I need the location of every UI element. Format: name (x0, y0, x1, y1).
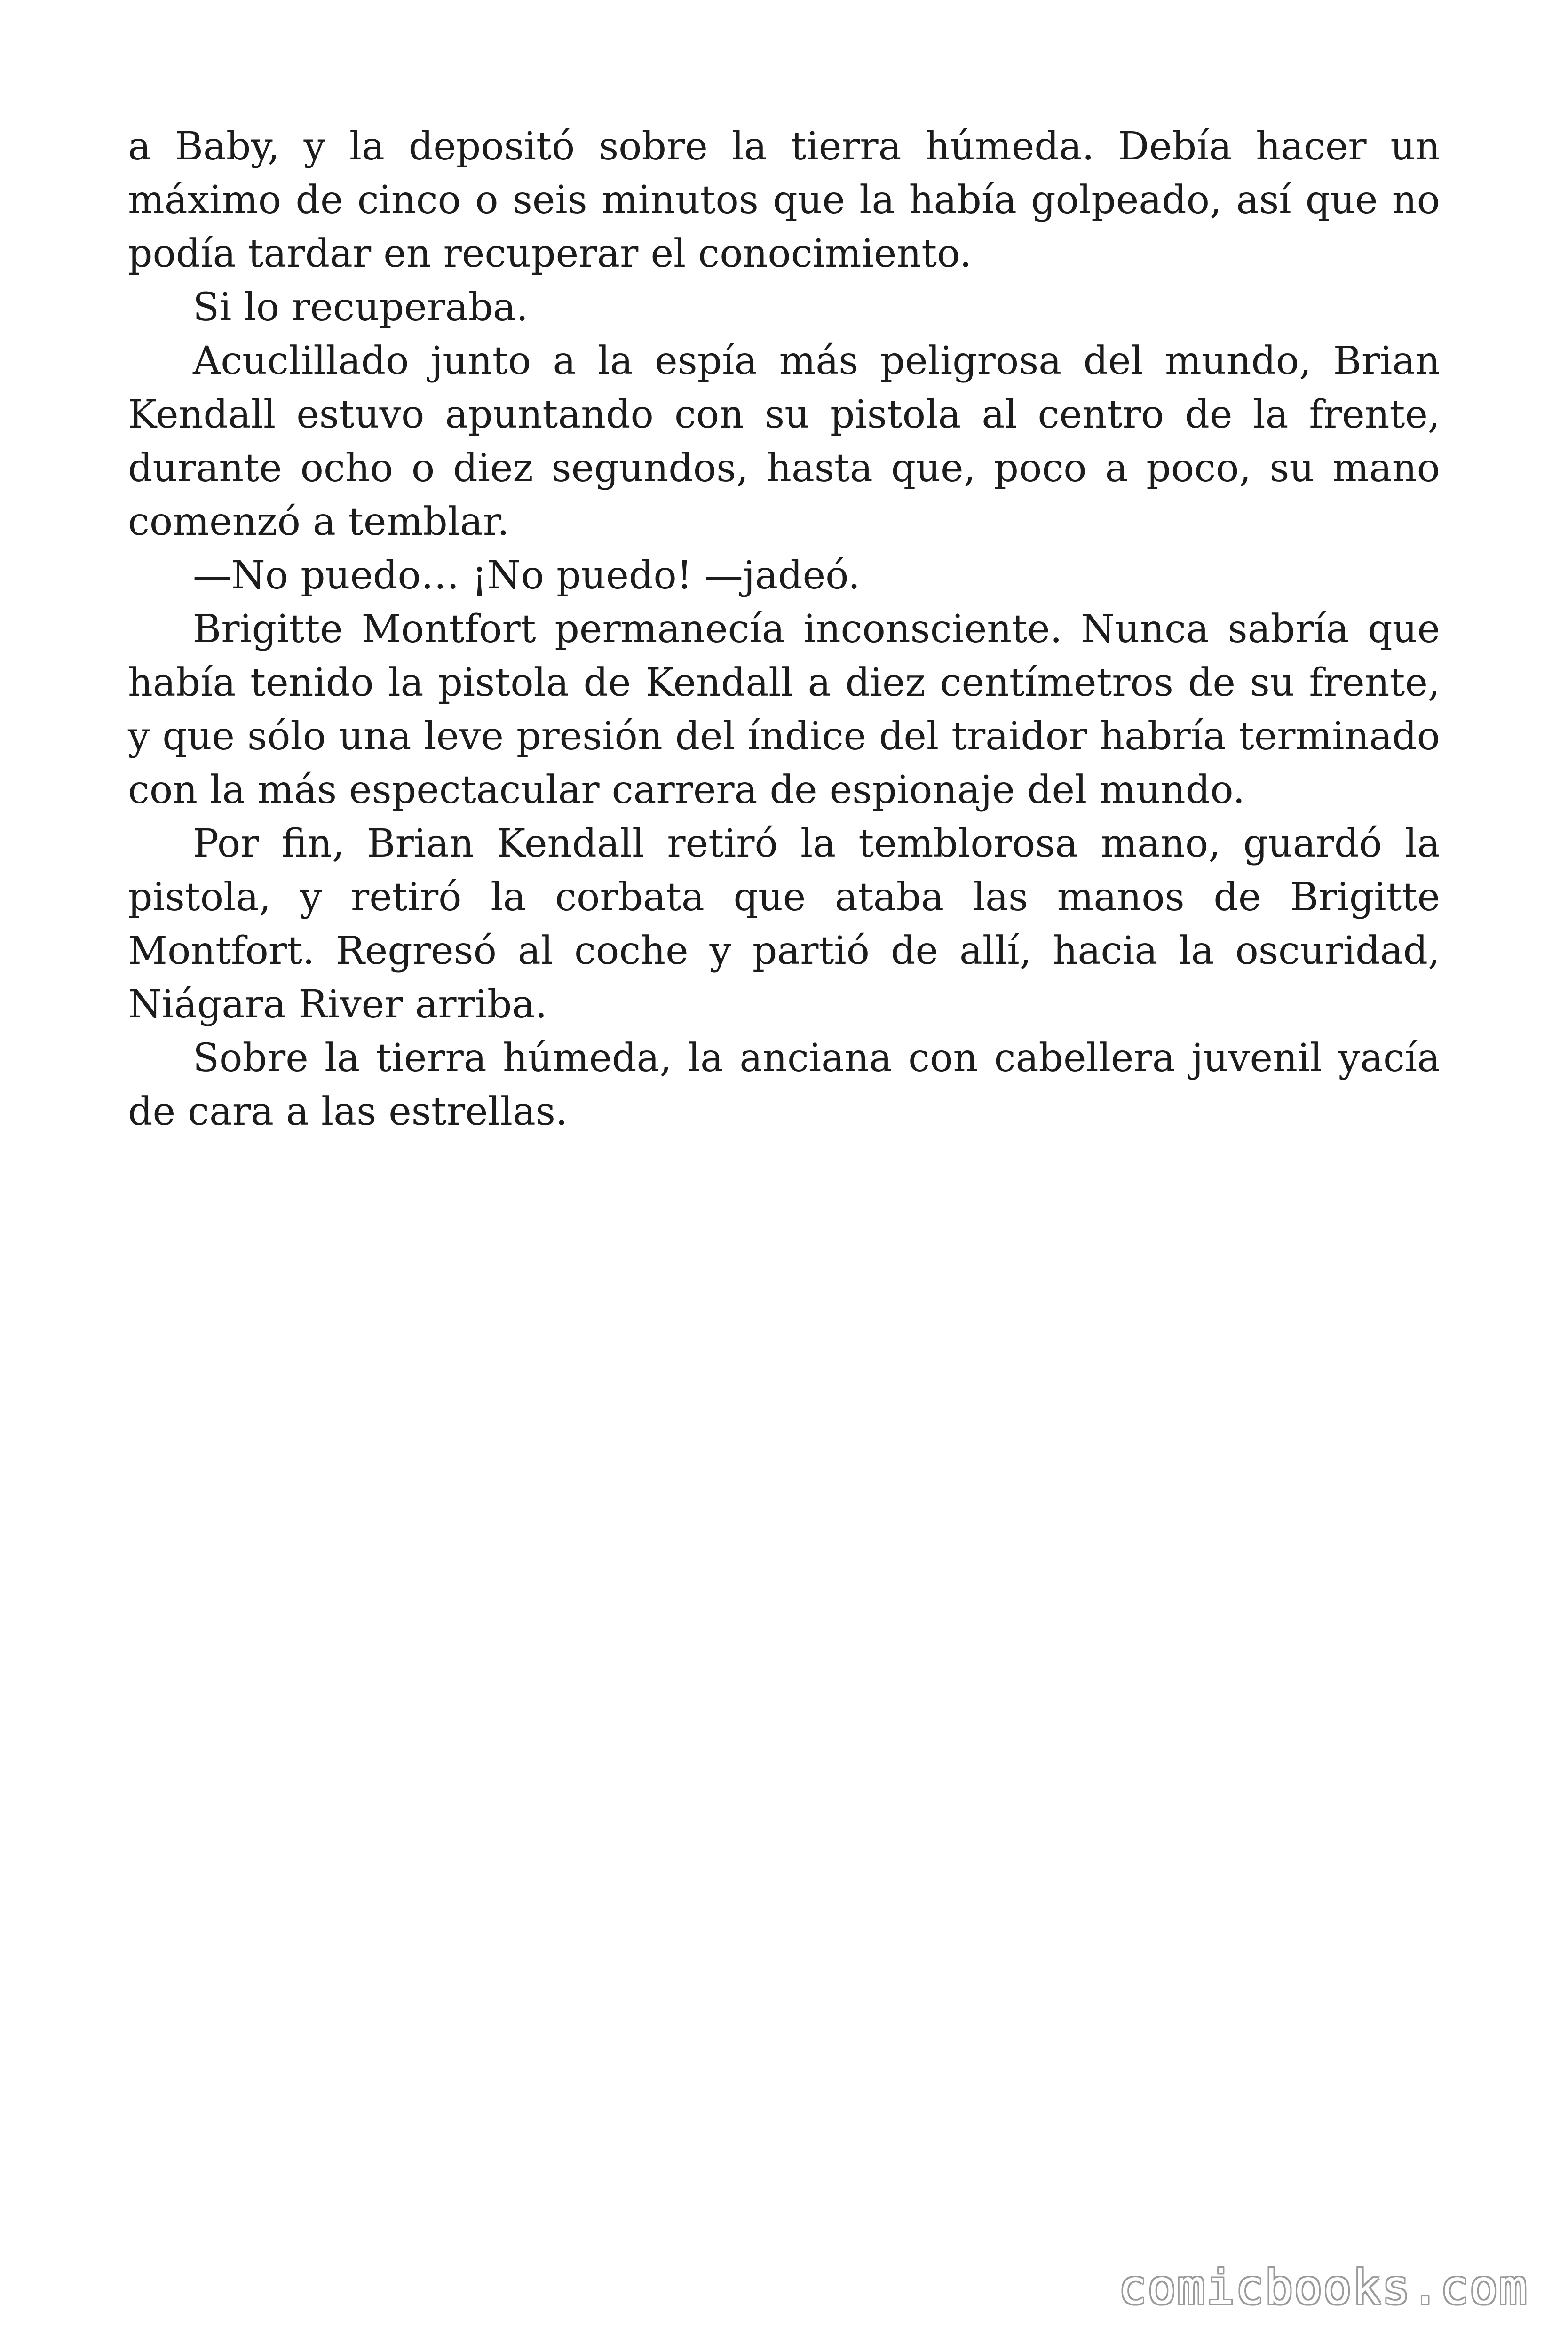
paragraph: Brigitte Montfort permanecía inconsciente. Nunca sabría que había tenido la pistola de Kendall a diez centímetros de su frente, y que sólo una leve presión del índice del traidor habría terminado con la más espectacular carrera de espionaje del mundo. (128, 607, 1440, 812)
paragraph: Acuclillado junto a la espía más peligrosa del mundo, Brian Kendall estuvo apuntando con su pistola al centro de la frente, durante ocho o diez segundos, hasta que, poco a poco, su mano comenzó a temblar. (128, 339, 1440, 544)
watermark: comicbooks.com (1118, 2260, 1528, 2315)
body-text (128, 120, 1440, 1139)
paragraph: —No puedo… ¡No puedo! —jadeó. (193, 553, 861, 598)
paragraph: a Baby, y la depositó sobre la tierra húmeda. Debía hacer un máximo de cinco o seis minutos que la había golpeado, así que no podía tardar en recuperar el conocimiento. (128, 124, 1440, 276)
paragraph: Si lo recuperaba. (193, 285, 529, 330)
paragraph: Sobre la tierra húmeda, la anciana con cabellera juvenil yacía de cara a las estrellas. (128, 1036, 1440, 1134)
paragraph: Por fin, Brian Kendall retiró la temblorosa mano, guardó la pistola, y retiró la corbata que ataba las manos de Brigitte Montfort. Regresó al coche y partió de allí, hacia la oscuridad, Niágara River arriba. (128, 821, 1440, 1027)
